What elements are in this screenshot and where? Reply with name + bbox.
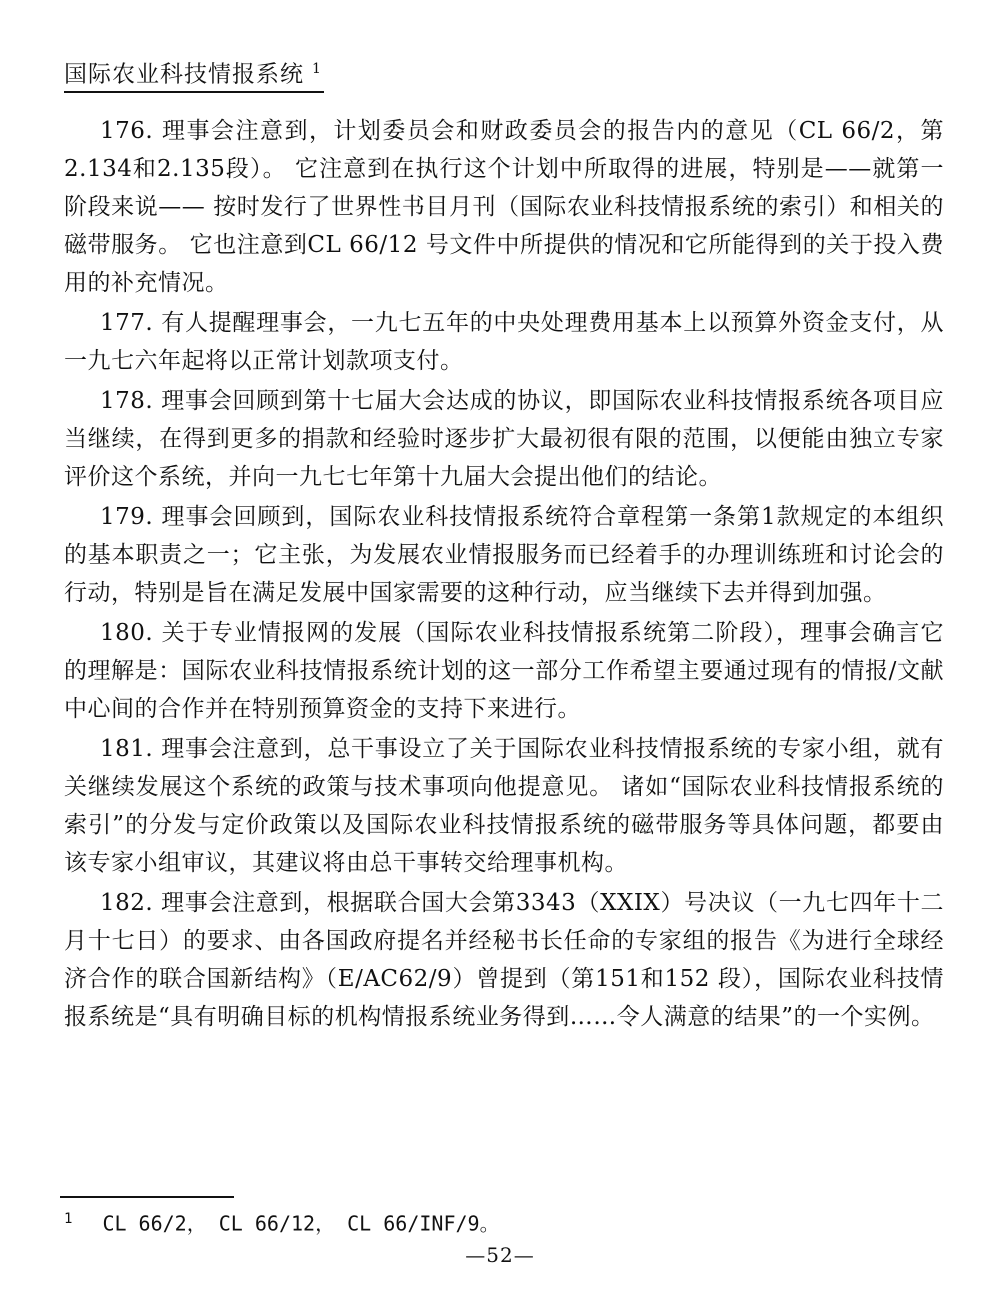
footnote xyxy=(64,1204,500,1239)
running-header xyxy=(64,52,322,92)
paragraph-176: 176. 理事会注意到，计划委员会和财政委员会的报告内的意见（CL 66/2，第2.134和2.135段）。 它注意到在执行这个计划中所取得的进展，特别是——就第一阶段来说—— 按时发行了世界性书目月刊（国际农业科技情报系统的索引）和相关的磁带服务。 它也注意到CL 66/12 号文件中所提供的情况和它所能得到的关于投入费用的补充情况。 xyxy=(64,118,944,296)
page-number: —52— xyxy=(465,1243,535,1267)
header-underline xyxy=(64,91,324,93)
header-footnote-mark: 1 xyxy=(312,61,322,77)
body-text xyxy=(64,112,944,1038)
paragraph-178: 178. 理事会回顾到第十七届大会达成的协议，即国际农业科技情报系统各项目应当继续，在得到更多的捐款和经验时逐步扩大最初很有限的范围，以便能由独立专家评价这个系统，并向一九七七年第十九届大会提出他们的结论。 xyxy=(64,388,944,490)
header-title: 国际农业科技情报系统 xyxy=(64,61,304,88)
paragraph-179: 179. 理事会回顾到，国际农业科技情报系统符合章程第一条第1款规定的本组织的基本职责之一；它主张，为发展农业情报服务而已经着手的办理训练班和讨论会的行动，特别是旨在满足发展中国家需要的这种行动，应当继续下去并得到加强。 xyxy=(64,504,944,606)
paragraph-177: 177. 有人提醒理事会，一九七五年的中央处理费用基本上以预算外资金支付，从一九七六年起将以正常计划款项支付。 xyxy=(64,310,944,374)
paragraph-180: 180. 关于专业情报网的发展（国际农业科技情报系统第二阶段），理事会确言它的理解是：国际农业科技情报系统计划的这一部分工作希望主要通过现有的情报/文献中心间的合作并在特别预算资金的支持下来进行。 xyxy=(64,620,944,722)
paragraph-181: 181. 理事会注意到，总干事设立了关于国际农业科技情报系统的专家小组，就有关继续发展这个系统的政策与技术事项向他提意见。 诸如“国际农业科技情报系统的索引”的分发与定价政策以及国际农业科技情报系统的磁带服务等具体问题，都要由该专家小组审议，其建议将由总干事转交给理事机构。 xyxy=(64,736,944,876)
paragraph-182: 182. 理事会注意到，根据联合国大会第3343（XXIX）号决议（一九七四年十二月十七日）的要求、由各国政府提名并经秘书长任命的专家组的报告《为进行全球经济合作的联合国新结构》（E/AC62/9）曾提到（第151和152 段），国际农业科技情报系统是“具有明确目标的机构情报系统业务得到……令人满意的结果”的一个实例。 xyxy=(64,890,944,1030)
footnote-text: CL 66/2， CL 66/12， CL 66/INF/9。 xyxy=(102,1211,500,1236)
footnote-mark: 1 xyxy=(64,1211,73,1227)
footnote-divider xyxy=(60,1196,234,1198)
